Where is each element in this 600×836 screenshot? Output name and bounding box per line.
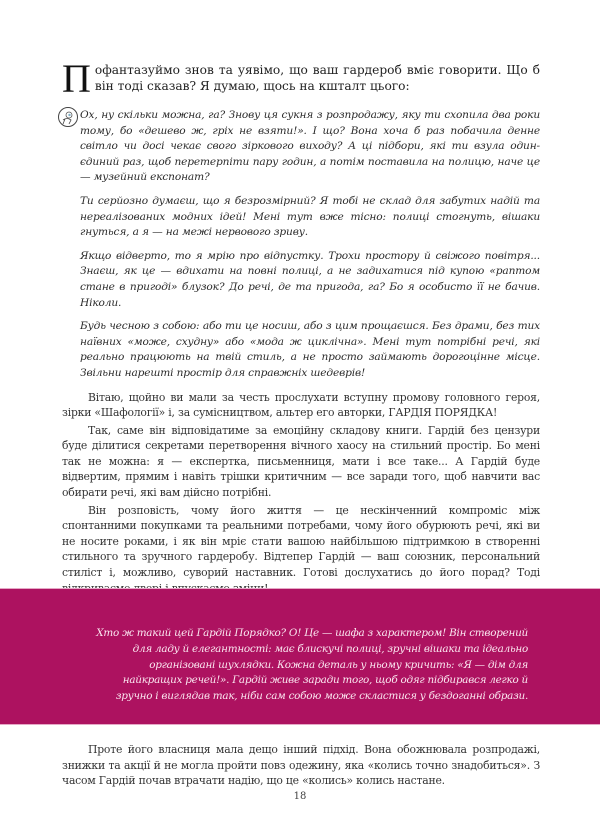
body-text <box>62 390 540 597</box>
quote-paragraph: Якщо відверто, то я мрію про відпустку. Трохи простору й свіжого повітря... Знаєш, як це — вдихати на повні полиці, а не задихатися під купою «раптом стане в пригоді» блузок? До речі, де та пригода, га? Бо я особисто її не бачив. Ніколи. <box>80 249 540 309</box>
quote-paragraph: Будь чесною з собою: або ти це носиш, або з цим прощаєшся. Без драми, без тих наївних «може, схудну» або «мода ж циклічна». Мені тут потрібні речі, які реально працюють на твій стиль, а не просто займають дорогоцінне місце. Звільни нарешті простір для справжніх шедеврів! <box>80 320 540 379</box>
quote-paragraph: Ох, ну скільки можна, га? Знову ця сукня з розпродажу, яку ти схопила два роки тому, бо «дешево ж, гріх не взяти!». І що? Вона хоча б раз побачила денне світло чи досі чекає свого зіркового виходу? А ці підбори, які ти взула один-єдиний раз, щоб перетерпіти пару годин, а потім поставила на полицю, наче це — музейний експонат? <box>80 109 540 184</box>
wardrobe-character-icon <box>58 107 78 127</box>
wardrobe-speech-quote <box>62 108 540 382</box>
highlight-band <box>0 588 600 725</box>
after-band-text <box>62 742 540 789</box>
page-content <box>62 56 540 596</box>
drop-cap: П <box>62 56 91 101</box>
body-paragraph: Вітаю, щойно ви мали за честь прослухати вступну промову головного героя, зірки «Шафології» і, за сумісництвом, альтер его авторки, ГАРДІЯ ПОРЯДКА! <box>62 390 540 420</box>
intro-paragraph <box>62 56 540 101</box>
body-paragraph: Так, саме він відповідатиме за емоційну складову книги. Гардій без цензури буде ділитися секретами перетворення вічного хаосу на стильний простір. Бо мені так не можна: я — експертка, письменниця, мати і все таке... А Гардій буде відвертим, прямим і навіть трішки критичним — все заради того, щоб навчити вас обирати речі, які вам дійсно потрібні. <box>62 423 540 500</box>
page-number: 18 <box>293 791 307 802</box>
intro-text: офантазуймо знов та уявімо, що ваш гардероб вміє говорити. Що б він тоді сказав? Я думаю, щось на кшталт цього: <box>94 63 540 93</box>
body-paragraph: Він розповість, чому його життя — це нескінченний компроміс між спонтанними покупками та реальними потребами, чому його обурюють речі, які ви не носите роками, і як він мріє стати вашою найбільшою підтримкою в створенні стильного та зручного гардеробу. Відтепер Гардій — ваш союзник, персональний стиліст і, можливо, суворий наставник. Готові дослухатись до його порад? Тоді <box>62 503 540 580</box>
highlight-text: Хто ж такий цей Гардій Порядко? О! Це — шафа з характером! Він створений для ладу й елегантності: має блискучі полиці, зручні вішаки та ідеально організовані шухлядки. Кожна деталь у ньому кричить: «Я — дім для найкращих речей!». Гардій живе заради того, щоб одяг підбирався легко й зручно і виглядав так, ніби сам собою може скластися у бездоганні образи. <box>96 627 528 703</box>
quote-paragraph: Ти серйозно думаєш, що я безрозмірний? Я тобі не склад для забутих надій та нереалізованих модних ідей! Мені тут вже тісно: полиці стогнуть, вішаки гнуться, а я — на межі нервового зриву. <box>80 194 540 239</box>
body-paragraph: Проте його власниця мала дещо інший підхід. Вона обожнювала розпродажі, знижки та акції й не могла пройти повз одежину, яка «колись точно знадобиться». З часом Гардій почав втрачати надію, що це «колись» колись настане. <box>62 743 540 788</box>
